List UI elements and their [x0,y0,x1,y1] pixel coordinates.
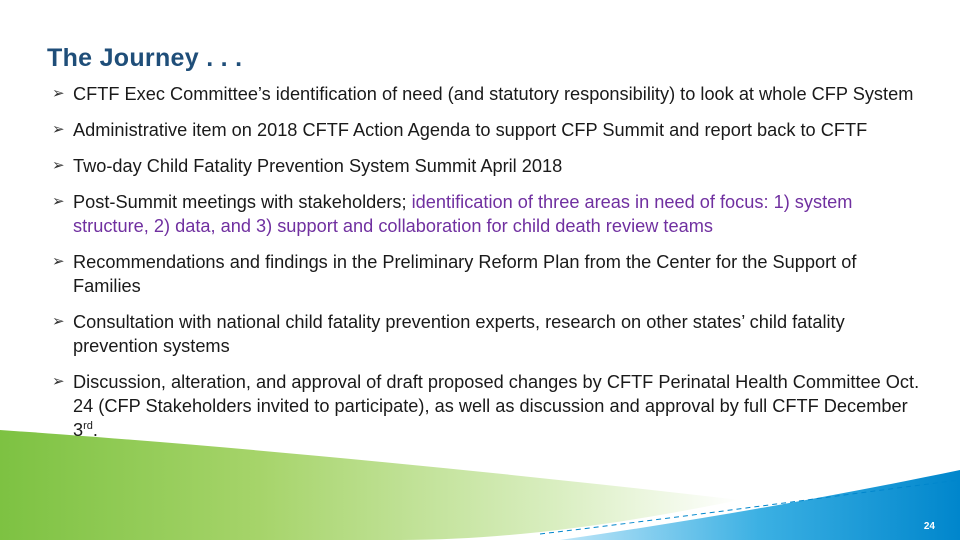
bullet-item [52,370,922,442]
bullet-text: Recommendations and findings in the Preliminary Reform Plan from the Center for the Support of Families [73,252,857,296]
arrow-bullet-icon: ➢ [52,373,65,390]
bullet-item [52,118,922,142]
ordinal-superscript: rd [83,419,93,432]
page-number: 24 [923,521,935,532]
arrow-bullet-icon: ➢ [52,313,65,330]
bullet-list [52,82,922,442]
bullet-item [52,82,922,106]
bullet-text: Post-Summit meetings with stakeholders; [73,192,412,212]
arrow-bullet-icon: ➢ [52,157,65,174]
arrow-bullet-icon: ➢ [52,85,65,102]
bullet-suffix: . [92,420,98,440]
arrow-bullet-icon: ➢ [52,193,65,210]
arrow-bullet-icon: ➢ [52,121,65,138]
bullet-text: Discussion, alteration, and approval of draft proposed changes by CFTF Perinatal Health Committee Oct. 24 (CFP Stakeholders invited to participate), as well as discussion and approval by full CFTF December 3 [73,372,920,440]
bullet-item [52,310,922,358]
bullet-text: Administrative item on 2018 CFTF Action Agenda to support CFP Summit and report back to CFTF [73,120,868,140]
arrow-bullet-icon: ➢ [52,253,65,270]
bullet-text: Two-day Child Fatality Prevention System Summit April 2018 [73,156,563,176]
green-wave [0,430,740,540]
slide-title: The Journey . . . [47,44,243,72]
bullet-text: Consultation with national child fatality prevention experts, research on other states’ child fatality prevention systems [73,312,845,356]
bullet-item [52,190,922,238]
bullet-item [52,250,922,298]
bullet-text: CFTF Exec Committee’s identification of need (and statutory responsibility) to look at whole CFP System [73,84,914,104]
bullet-item [52,154,922,178]
highlighted-text: identification of three areas in need of focus: 1) system structure, 2) data, and 3) support and collaboration for child death review teams [73,192,853,236]
